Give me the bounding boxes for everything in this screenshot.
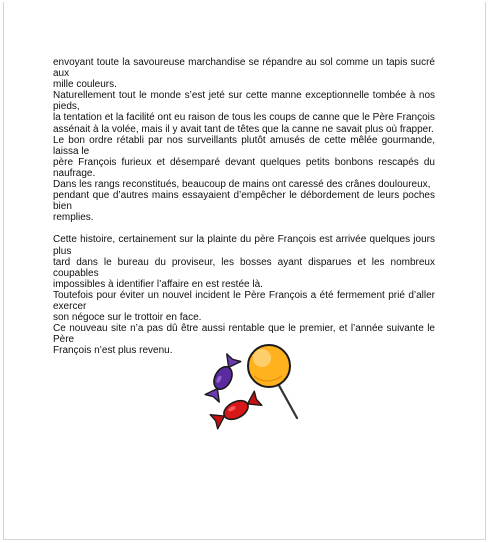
text-line: tard dans le bureau du proviseur, les bosses ayant disparues et les nombreux coupables: [53, 256, 435, 279]
lollipop-stick: [276, 380, 297, 418]
text-line: pendant que d’autres mains essayaient d’empêcher le débordement de leurs poches bien: [53, 190, 435, 213]
candy-lollipop-icon: [196, 332, 316, 432]
text-line: Toutefois pour éviter un nouvel incident le Père François a été fermement prié d’aller exercer: [53, 289, 435, 312]
text-line: son négoce sur le trottoir en face.: [53, 312, 202, 324]
text-line: impossibles à identifier l’affaire en est restée là.: [53, 278, 263, 290]
paragraph-gap: [53, 223, 435, 234]
text-line: Cette histoire, certainement sur la plainte du père François est arrivée quelques jours plus: [53, 234, 435, 257]
text-line: Ce nouveau site n’a pas dû être aussi rentable que le premier, et l’année suivante le Père: [53, 323, 435, 346]
text-line: Le bon ordre rétabli par nos surveillants plutôt amusés de cette mêlée gourmande, laissa le: [53, 134, 435, 157]
text-line: Naturellement tout le monde s’est jeté sur cette manne exceptionnelle tombée à nos pieds,: [53, 90, 435, 113]
document-body: [53, 57, 435, 356]
text-line: mille couleurs.: [53, 79, 117, 91]
text-line: la tentation et la facilité ont eu raison de tous les coups de canne que le Père François: [53, 112, 435, 124]
text-line: assénait à la volée, mais il y avait tant de têtes que la canne ne savait plus où frapper.: [53, 123, 434, 135]
text-line: père François furieux et désemparé devant quelques petits bonbons rescapés du naufrage.: [53, 156, 435, 179]
text-line: Dans les rangs reconstitués, beaucoup de mains ont caressé des crânes douloureux,: [53, 179, 431, 191]
text-line: François n’est plus revenu.: [53, 345, 173, 357]
text-line: envoyant toute la savoureuse marchandise se répandre au sol comme un tapis sucré aux: [53, 57, 435, 80]
purple-candy: [205, 354, 241, 402]
text-line: remplies.: [53, 212, 94, 224]
